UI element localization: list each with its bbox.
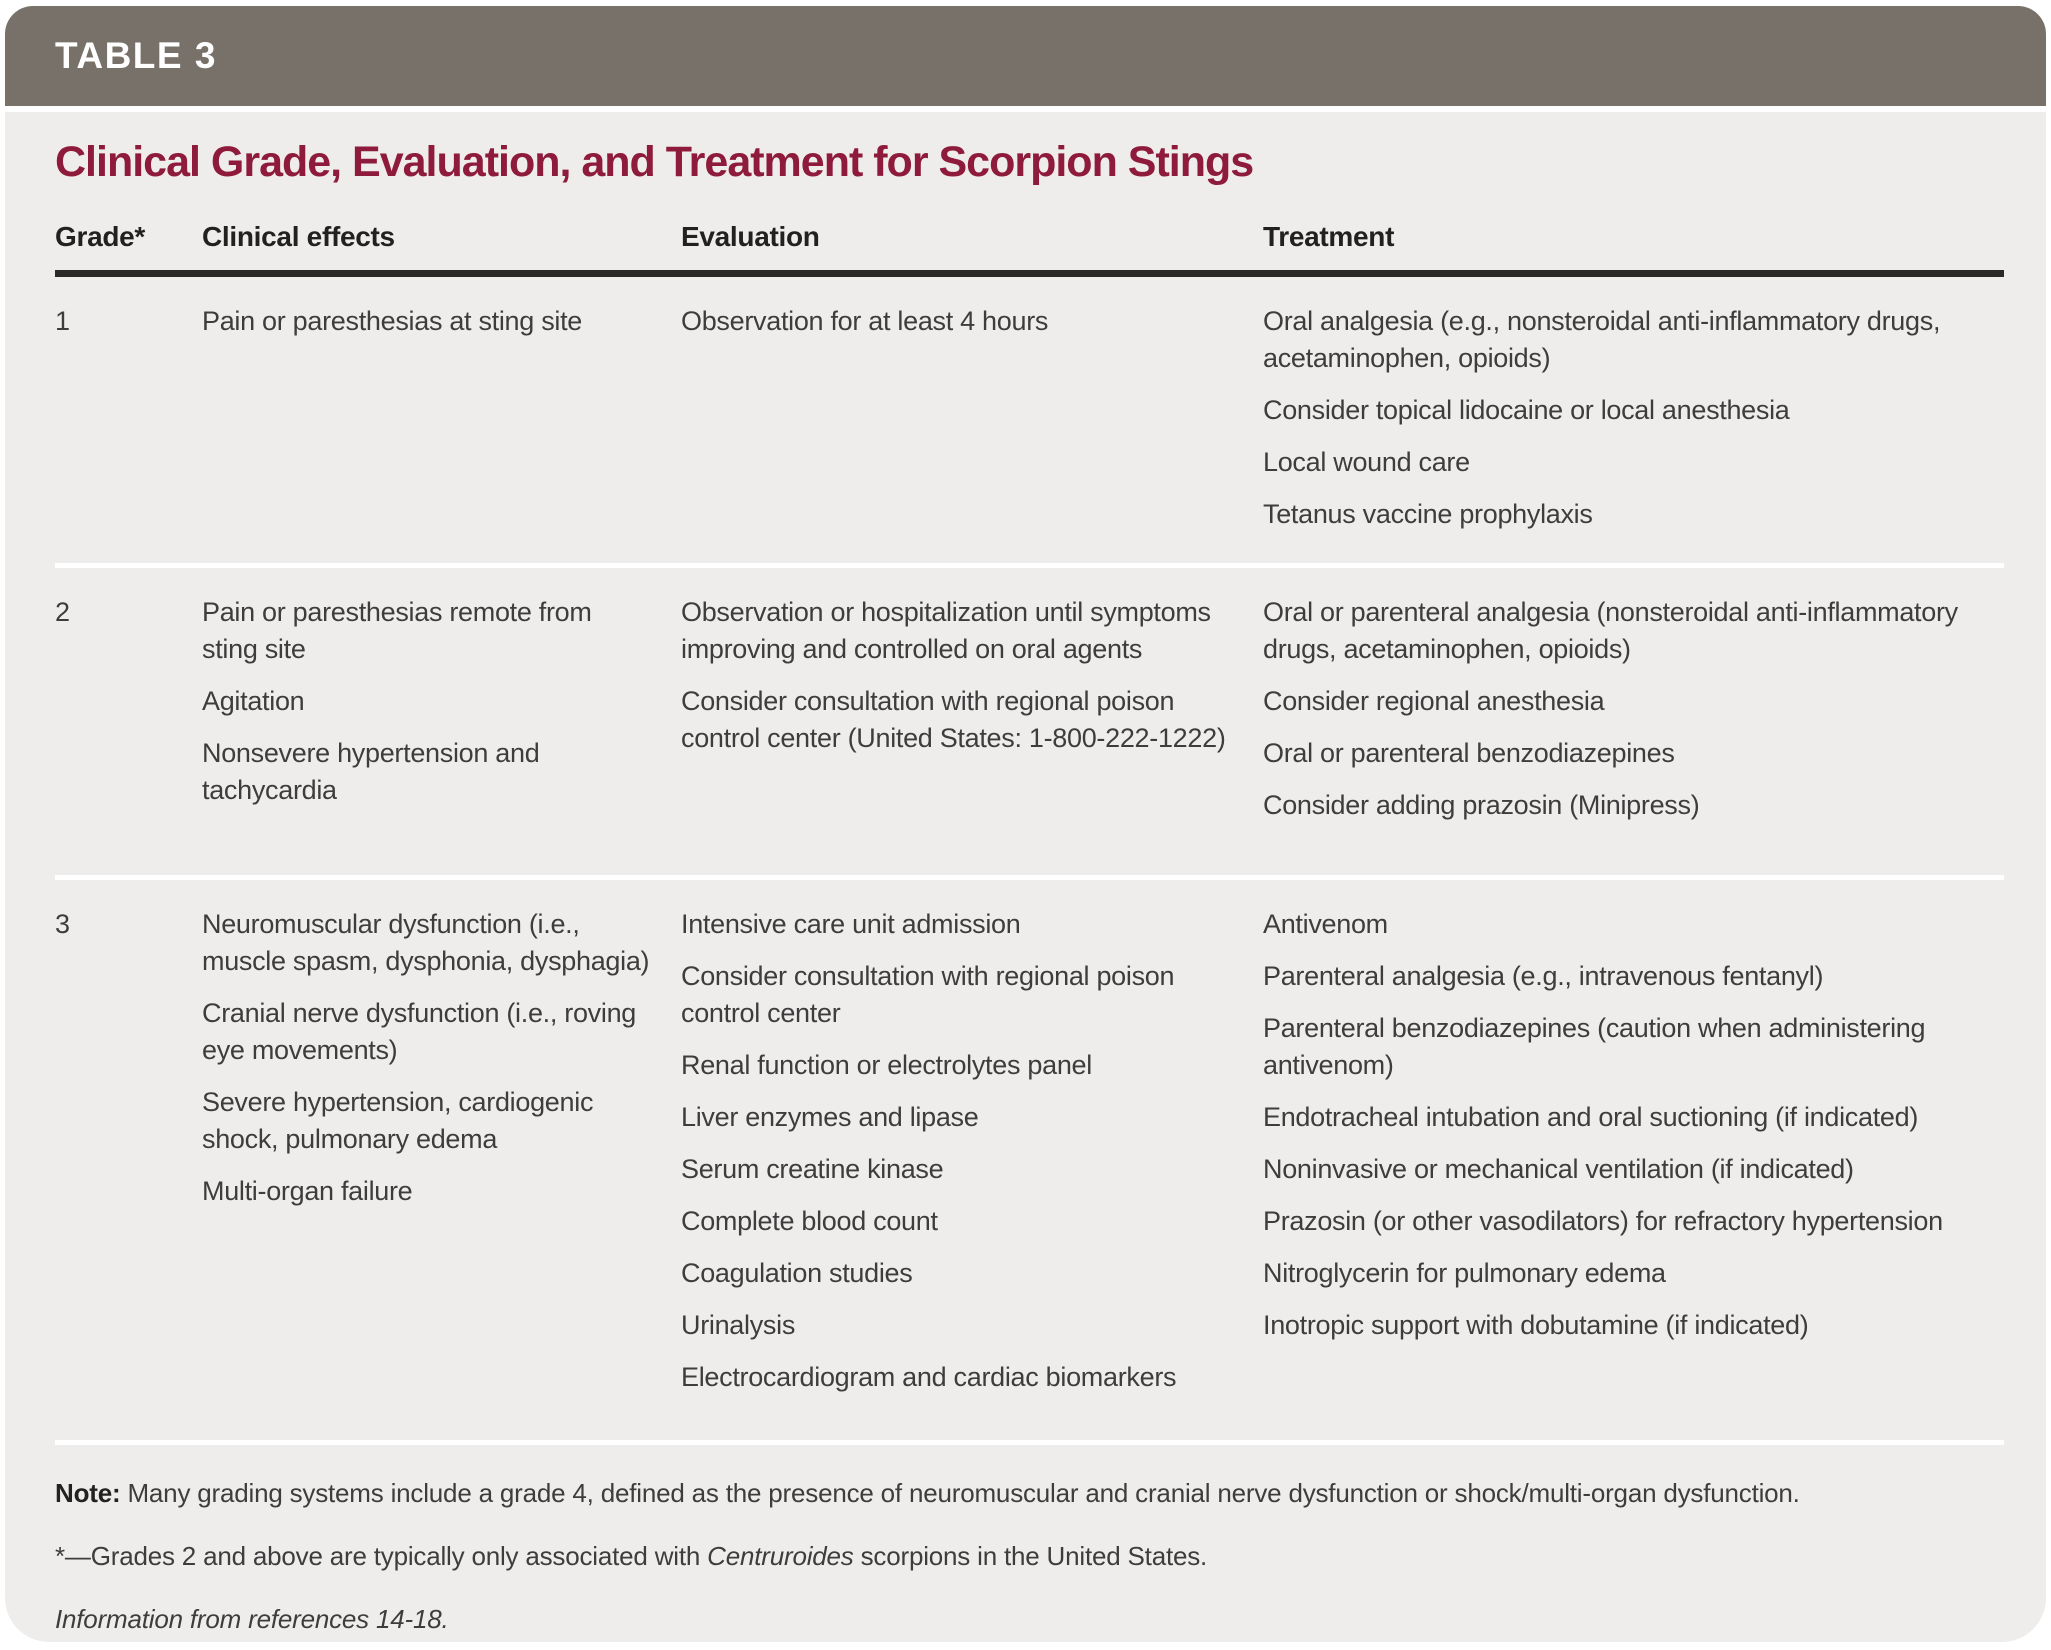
column-header-evaluation: Evaluation — [681, 221, 1263, 277]
cell-paragraph: Cranial nerve dysfunction (i.e., roving eye movements) — [202, 998, 637, 1065]
cell-paragraph: Coagulation studies — [681, 1258, 913, 1288]
cell-paragraph: Local wound care — [1263, 447, 1470, 477]
cell-paragraph: Tetanus vaccine prophylaxis — [1263, 499, 1593, 529]
table-row — [55, 568, 2004, 880]
cell-paragraph: Noninvasive or mechanical ventilation (if indicated) — [1263, 1154, 1854, 1184]
table-rows — [55, 277, 2004, 1445]
cell-paragraph: Serum creatine kinase — [681, 1154, 944, 1184]
cell-paragraph: Electrocardiogram and cardiac biomarkers — [681, 1362, 1177, 1392]
evaluation-cell — [681, 277, 1263, 563]
cell-paragraph: Nonsevere hypertension and tachycardia — [202, 738, 540, 805]
cell-paragraph: Intensive care unit admission — [681, 909, 1021, 939]
cell-paragraph: Liver enzymes and lipase — [681, 1102, 979, 1132]
footnote-suffix: scorpions in the United States. — [853, 1541, 1208, 1571]
column-header-grade: Grade* — [55, 221, 202, 277]
cell-paragraph: Nitroglycerin for pulmonary edema — [1263, 1258, 1666, 1288]
clinical-effects-cell — [202, 568, 681, 875]
attribution: Information from references 14-18. — [55, 1604, 449, 1634]
cell-paragraph: 2 — [55, 597, 70, 627]
cell-paragraph: Oral or parenteral benzodiazepines — [1263, 738, 1675, 768]
cell-paragraph: Renal function or electrolytes panel — [681, 1050, 1092, 1080]
cell-paragraph: Observation for at least 4 hours — [681, 306, 1049, 336]
cell-paragraph: Parenteral analgesia (e.g., intravenous fentanyl) — [1263, 961, 1824, 991]
note — [55, 1475, 2004, 1512]
cell-paragraph: Severe hypertension, cardiogenic shock, pulmonary edema — [202, 1087, 594, 1154]
note-text: Many grading systems include a grade 4, defined as the presence of neuromuscular and cranial nerve dysfunction or shock/multi-organ dysfunction. — [120, 1478, 1800, 1508]
cell-paragraph: Pain or paresthesias remote from sting site — [202, 597, 592, 664]
cell-paragraph: Agitation — [202, 686, 305, 716]
cell-paragraph: Parenteral benzodiazepines (caution when administering antivenom) — [1263, 1013, 1926, 1080]
table-title: Clinical Grade, Evaluation, and Treatment for Scorpion Stings — [55, 138, 1254, 186]
evaluation-cell — [681, 568, 1263, 875]
cell-paragraph: Observation or hospitalization until symptoms improving and controlled on oral agents — [681, 597, 1211, 664]
grade-cell — [55, 568, 202, 875]
cell-paragraph: Consider consultation with regional poison control center — [681, 961, 1175, 1028]
treatment-cell — [1263, 568, 2004, 875]
cell-paragraph: Endotracheal intubation and oral suctioning (if indicated) — [1263, 1102, 1919, 1132]
treatment-cell — [1263, 880, 2004, 1440]
table-number-bar — [5, 6, 2046, 106]
treatment-cell — [1263, 277, 2004, 563]
column-header-row — [55, 221, 2004, 277]
footnote-prefix: *—Grades 2 and above are typically only associated with — [55, 1541, 708, 1571]
cell-paragraph: Oral analgesia (e.g., nonsteroidal anti-inflammatory drugs, acetaminophen, opioids) — [1263, 306, 1941, 373]
grade-cell — [55, 880, 202, 1440]
cell-paragraph: Urinalysis — [681, 1310, 796, 1340]
clinical-effects-cell — [202, 880, 681, 1440]
column-header-treatment: Treatment — [1263, 221, 2004, 277]
clinical-effects-cell — [202, 277, 681, 563]
cell-paragraph: Neuromuscular dysfunction (i.e., muscle spasm, dysphonia, dysphagia) — [202, 909, 650, 976]
cell-paragraph: Consider regional anesthesia — [1263, 686, 1605, 716]
cell-paragraph: Oral or parenteral analgesia (nonsteroidal anti-inflammatory drugs, acetaminophen, opioids) — [1263, 597, 1958, 664]
cell-paragraph: Complete blood count — [681, 1206, 938, 1236]
cell-paragraph: Pain or paresthesias at sting site — [202, 306, 583, 336]
notes-section — [55, 1445, 2004, 1638]
cell-paragraph: Inotropic support with dobutamine (if indicated) — [1263, 1310, 1809, 1340]
cell-paragraph: Consider consultation with regional poison control center (United States: 1-800-222-1222) — [681, 686, 1226, 753]
table-row — [55, 880, 2004, 1445]
cell-paragraph: Multi-organ failure — [202, 1176, 413, 1206]
cell-paragraph: Consider adding prazosin (Minipress) — [1263, 790, 1700, 820]
evaluation-cell — [681, 880, 1263, 1440]
table-body — [5, 112, 2046, 1642]
cell-paragraph: Prazosin (or other vasodilators) for refractory hypertension — [1263, 1206, 1943, 1236]
table-row — [55, 277, 2004, 568]
table-number-label: TABLE 3 — [55, 35, 217, 76]
column-header-clinical-effects: Clinical effects — [202, 221, 681, 277]
cell-paragraph: Antivenom — [1263, 909, 1388, 939]
footnote-genus: Centruroides — [707, 1541, 854, 1571]
cell-paragraph: Consider topical lidocaine or local anesthesia — [1263, 395, 1790, 425]
note-label: Note: — [55, 1478, 121, 1508]
cell-paragraph: 1 — [55, 306, 70, 336]
cell-paragraph: 3 — [55, 909, 70, 939]
grade-cell — [55, 277, 202, 563]
footnote — [55, 1538, 2004, 1575]
